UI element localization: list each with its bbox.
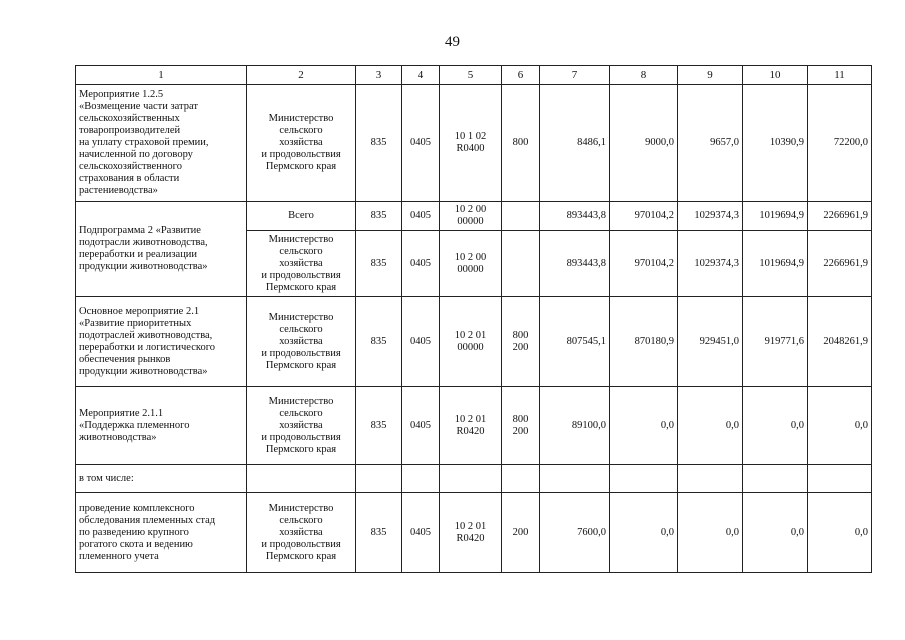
column-header: 10	[743, 66, 808, 85]
row-c7: 89100,0	[540, 387, 610, 465]
row-c8: 0,0	[610, 387, 678, 465]
row-c9: 0,0	[678, 493, 743, 573]
row-name: Основное мероприятие 2.1 «Развитие приоритетных подотраслей животноводства, переработки и логистического обеспечения рынков продукции животноводства»	[76, 297, 247, 387]
row-c11: 2266961,9	[808, 231, 872, 297]
row-c6: 800 200	[502, 387, 540, 465]
row-c4: 0405	[402, 387, 440, 465]
row-c8: 0,0	[610, 493, 678, 573]
column-header: 5	[440, 66, 502, 85]
row-c11: 2266961,9	[808, 202, 872, 231]
row-c9: 929451,0	[678, 297, 743, 387]
table-row	[76, 85, 872, 202]
row-c7: 8486,1	[540, 85, 610, 202]
row-c9	[678, 465, 743, 493]
column-header: 11	[808, 66, 872, 85]
row-c9: 1029374,3	[678, 231, 743, 297]
row-c6: 800	[502, 85, 540, 202]
row-c11	[808, 465, 872, 493]
table-header-row	[76, 66, 872, 85]
row-c6	[502, 202, 540, 231]
row-name: проведение комплексного обследования племенных стад по разведению крупного рогатого скота и ведению племенного учета	[76, 493, 247, 573]
row-c7: 893443,8	[540, 231, 610, 297]
row-c3: 835	[356, 387, 402, 465]
row-c5: 10 2 01 R0420	[440, 387, 502, 465]
row-c6: 800 200	[502, 297, 540, 387]
row-c5: 10 2 00 00000	[440, 202, 502, 231]
table-row	[76, 202, 872, 231]
page-number: 49	[445, 34, 460, 50]
row-c5: 10 1 02 R0400	[440, 85, 502, 202]
row-c3: 835	[356, 297, 402, 387]
row-responsible: Министерство сельского хозяйства и продовольствия Пермского края	[247, 387, 356, 465]
row-c4: 0405	[402, 85, 440, 202]
row-c4: 0405	[402, 202, 440, 231]
column-header: 1	[76, 66, 247, 85]
table-row	[76, 465, 872, 493]
row-responsible: Министерство сельского хозяйства и продовольствия Пермского края	[247, 231, 356, 297]
row-c4: 0405	[402, 297, 440, 387]
column-header: 9	[678, 66, 743, 85]
column-header: 6	[502, 66, 540, 85]
column-header: 3	[356, 66, 402, 85]
row-c5: 10 2 01 R0420	[440, 493, 502, 573]
row-c7: 807545,1	[540, 297, 610, 387]
row-c10: 10390,9	[743, 85, 808, 202]
table-row	[76, 493, 872, 573]
row-c8: 9000,0	[610, 85, 678, 202]
row-c7: 893443,8	[540, 202, 610, 231]
row-c10: 1019694,9	[743, 202, 808, 231]
row-name: Мероприятие 1.2.5 «Возмещение части затрат сельскохозяйственных товаропроизводителей на уплату страховой премии, начисленной по договору сельскохозяйственного страхования в области растениеводства»	[76, 85, 247, 202]
row-c11: 0,0	[808, 387, 872, 465]
row-c5: 10 2 00 00000	[440, 231, 502, 297]
row-c7: 7600,0	[540, 493, 610, 573]
row-name: Мероприятие 2.1.1 «Поддержка племенного животноводства»	[76, 387, 247, 465]
table-row	[76, 387, 872, 465]
row-responsible: Министерство сельского хозяйства и продовольствия Пермского края	[247, 85, 356, 202]
row-c7	[540, 465, 610, 493]
row-c4: 0405	[402, 231, 440, 297]
row-c5: 10 2 01 00000	[440, 297, 502, 387]
row-c11: 0,0	[808, 493, 872, 573]
row-name: в том числе:	[76, 465, 247, 493]
row-c9: 1029374,3	[678, 202, 743, 231]
row-c11: 72200,0	[808, 85, 872, 202]
row-c6	[502, 465, 540, 493]
column-header: 7	[540, 66, 610, 85]
row-c10: 919771,6	[743, 297, 808, 387]
row-c10	[743, 465, 808, 493]
column-header: 8	[610, 66, 678, 85]
row-c3: 835	[356, 231, 402, 297]
row-c11: 2048261,9	[808, 297, 872, 387]
row-c8	[610, 465, 678, 493]
row-c8: 870180,9	[610, 297, 678, 387]
row-c3: 835	[356, 202, 402, 231]
budget-table	[75, 65, 872, 573]
column-header: 4	[402, 66, 440, 85]
row-c10: 0,0	[743, 387, 808, 465]
row-c3: 835	[356, 493, 402, 573]
row-c8: 970104,2	[610, 231, 678, 297]
row-c10: 0,0	[743, 493, 808, 573]
row-responsible: Министерство сельского хозяйства и продовольствия Пермского края	[247, 493, 356, 573]
row-c9: 9657,0	[678, 85, 743, 202]
row-c3	[356, 465, 402, 493]
row-c9: 0,0	[678, 387, 743, 465]
row-c4	[402, 465, 440, 493]
row-responsible	[247, 465, 356, 493]
column-header: 2	[247, 66, 356, 85]
row-c3: 835	[356, 85, 402, 202]
row-responsible: Министерство сельского хозяйства и продовольствия Пермского края	[247, 297, 356, 387]
row-c10: 1019694,9	[743, 231, 808, 297]
row-c6	[502, 231, 540, 297]
row-c6: 200	[502, 493, 540, 573]
row-name: Подпрограмма 2 «Развитие подотрасли животноводства, переработки и реализации продукции животноводства»	[76, 202, 247, 297]
row-c4: 0405	[402, 493, 440, 573]
table-row	[76, 297, 872, 387]
row-c5	[440, 465, 502, 493]
row-c8: 970104,2	[610, 202, 678, 231]
row-responsible: Всего	[247, 202, 356, 231]
